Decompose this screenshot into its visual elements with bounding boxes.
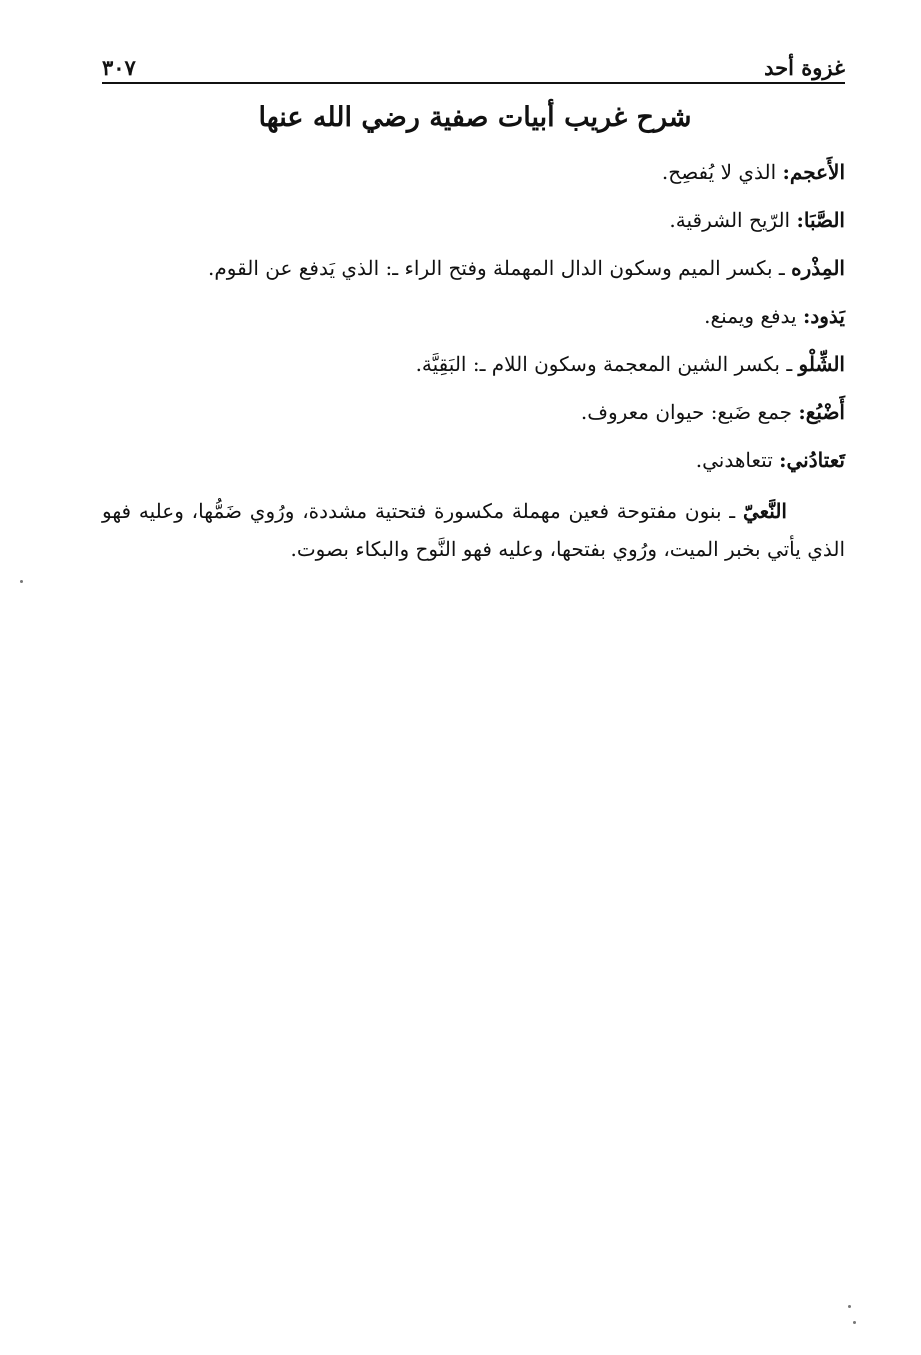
scan-speck	[853, 1321, 856, 1324]
header-rule	[102, 82, 845, 84]
glossary-entry-saba	[102, 204, 845, 236]
glossary-term: تَعتادُني:	[779, 448, 845, 472]
glossary-entry-ajam	[102, 156, 845, 188]
scan-speck	[20, 580, 23, 583]
glossary-term: الشِّلْو	[798, 352, 845, 376]
glossary-definition: الذي لا يُفصِح.	[661, 160, 783, 184]
running-header	[102, 44, 845, 80]
glossary-definition: الرّيح الشرقية.	[669, 208, 797, 232]
glossary-term: الأَعجم:	[782, 160, 845, 184]
glossary-entry-adbu	[102, 396, 845, 428]
glossary-content	[102, 156, 845, 584]
glossary-entry-yadhud	[102, 300, 845, 332]
glossary-definition: ـ بكسر الشين المعجمة وسكون اللام ـ: البَقِيَّة.	[415, 352, 799, 376]
page-number: ٣٠٧	[102, 55, 136, 80]
glossary-definition: ـ بنون مفتوحة فعين مهملة مكسورة فتحتية مشددة، ورُوي ضَمُّها، وعليه فهو الذي يأتي بخبر الميت، ورُوي بفتحها، وعليه فهو النَّوح والبكاء بصوت.	[102, 499, 845, 561]
glossary-definition: جمع ضَبع: حيوان معروف.	[580, 400, 799, 424]
glossary-definition: يدفع ويمنع.	[704, 304, 803, 328]
glossary-entry-tatadoni	[102, 444, 845, 476]
scan-speck	[848, 1305, 851, 1308]
glossary-definition: ـ بكسر الميم وسكون الدال المهملة وفتح الراء ـ: الذي يَدفع عن القوم.	[208, 256, 792, 280]
glossary-term: يَذود:	[802, 304, 845, 328]
glossary-term: الصَّبَا:	[796, 208, 845, 232]
header-title: غزوة أحد	[764, 55, 845, 80]
glossary-term: النَّعيّ	[742, 499, 787, 523]
glossary-definition: تتعاهدني.	[695, 448, 780, 472]
glossary-entry-midhrah	[102, 252, 845, 284]
glossary-term: أَضْبُع:	[798, 400, 845, 424]
section-title: شرح غريب أبيات صفية رضي الله عنها	[258, 102, 692, 133]
glossary-entry-nai	[102, 492, 845, 568]
glossary-term: المِذْره	[791, 256, 845, 280]
glossary-entry-shilw	[102, 348, 845, 380]
